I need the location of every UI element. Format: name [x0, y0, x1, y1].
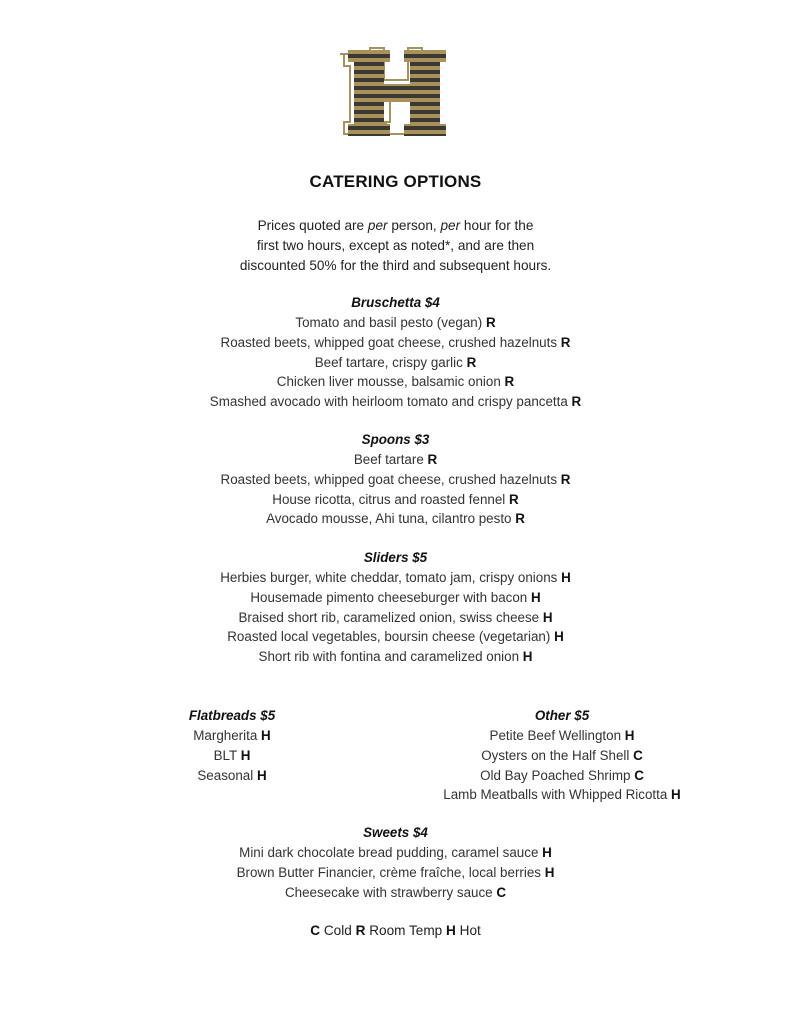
- menu-item: Beef tartare, crispy garlic R: [314, 354, 477, 370]
- menu-item: Avocado mousse, Ahi tuna, cilantro pesto R: [266, 511, 525, 527]
- menu-item: Petite Beef Wellington H: [489, 728, 635, 743]
- menu-item: Cheesecake with strawberry sauce C: [284, 884, 507, 900]
- section-other: [417, 706, 707, 805]
- menu-item: Oysters on the Half Shell C: [481, 747, 643, 763]
- section-spoons: [0, 430, 791, 529]
- menu-item: Margherita H: [193, 728, 271, 743]
- menu-item: Smashed avocado with heirloom tomato and crispy pancetta R: [209, 394, 582, 410]
- menu-item: Old Bay Poached Shrimp C: [480, 767, 644, 783]
- section-bruschetta: [0, 293, 791, 412]
- menu-item: Lamb Meatballs with Whipped Ricotta H: [443, 787, 681, 803]
- page-title: CATERING OPTIONS: [309, 172, 482, 191]
- menu-item: Roasted local vegetables, boursin cheese (vegetarian) H: [227, 629, 564, 645]
- menu-item: Roasted beets, whipped goat cheese, crushed hazelnuts R: [220, 471, 571, 487]
- logo-h-icon: [340, 46, 452, 140]
- menu-item: Tomato and basil pesto (vegan) R: [295, 315, 496, 330]
- section-title: Bruschetta $4: [351, 295, 440, 310]
- section-title: Sweets $4: [363, 825, 428, 840]
- menu-item: BLT H: [213, 747, 251, 763]
- section-title: Spoons $3: [361, 432, 430, 447]
- menu-item: Housemade pimento cheeseburger with bacon H: [250, 589, 541, 605]
- menu-item: Brown Butter Financier, crème fraîche, local berries H: [236, 864, 555, 880]
- menu-item: Roasted beets, whipped goat cheese, crushed hazelnuts R: [220, 334, 571, 350]
- menu-item: House ricotta, citrus and roasted fennel R: [272, 491, 519, 507]
- section-flatbreads: [152, 706, 312, 785]
- section-title: Flatbreads $5: [188, 708, 276, 723]
- menu-item: Herbies burger, white cheddar, tomato jam, crispy onions H: [220, 570, 571, 585]
- section-sweets: [0, 823, 791, 902]
- section-title: Sliders $5: [363, 550, 428, 565]
- menu-item: Beef tartare R: [353, 452, 438, 467]
- menu-item: Chicken liver mousse, balsamic onion R: [276, 374, 515, 390]
- section-title: Other $5: [534, 708, 590, 723]
- temperature-legend: C Cold R Room Temp H Hot: [310, 923, 481, 938]
- menu-item: Seasonal H: [197, 767, 267, 783]
- menu-item: Short rib with fontina and caramelized onion H: [258, 649, 533, 665]
- section-sliders: [0, 548, 791, 667]
- intro-text: Prices quoted are per person, per hour for the first two hours, except as noted*, and are then discounted 50% for the third and subsequent hours.: [239, 218, 552, 273]
- menu-item: Braised short rib, caramelized onion, swiss cheese H: [238, 609, 553, 625]
- menu-item: Mini dark chocolate bread pudding, caramel sauce H: [239, 845, 552, 860]
